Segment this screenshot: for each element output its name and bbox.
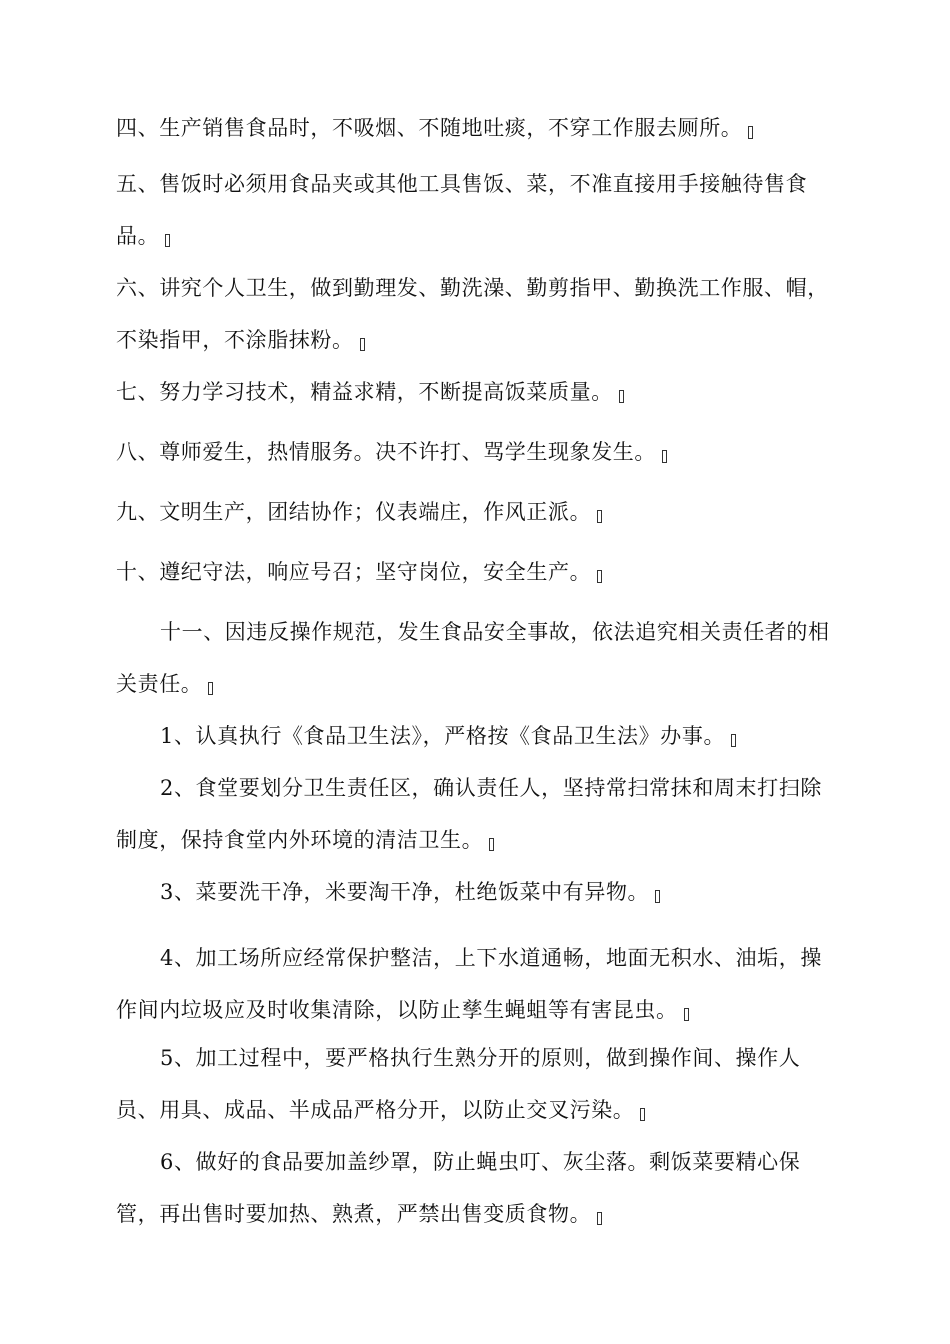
paragraph-mark-icon bbox=[489, 838, 494, 851]
paragraph-mark-icon bbox=[208, 682, 213, 695]
paragraph-rule-11 bbox=[116, 606, 838, 710]
paragraph-text: 6、做好的食品要加盖纱罩，防止蝇虫叮、灰尘落。剩饭菜要精心保管，再出售时要加热、熟煮，严禁出售变质食物。 bbox=[116, 1150, 801, 1226]
paragraph-rule-7 bbox=[116, 366, 838, 418]
paragraph-item-2 bbox=[116, 762, 838, 866]
paragraph-mark-icon bbox=[684, 1008, 689, 1021]
paragraph-rule-4 bbox=[116, 102, 838, 154]
paragraph-text: 2、食堂要划分卫生责任区，确认责任人，坚持常扫常抹和周末打扫除制度，保持食堂内外环境的清洁卫生。 bbox=[116, 776, 822, 852]
paragraph-mark-icon bbox=[597, 1212, 602, 1225]
paragraph-item-4 bbox=[116, 932, 838, 1036]
paragraph-text: 九、文明生产，团结协作；仪表端庄，作风正派。 bbox=[116, 500, 592, 524]
paragraph-mark-icon bbox=[165, 234, 170, 247]
paragraph-item-6 bbox=[116, 1136, 838, 1240]
paragraph-text: 七、努力学习技术，精益求精，不断提高饭菜质量。 bbox=[116, 380, 613, 404]
paragraph-rule-5 bbox=[116, 158, 838, 262]
paragraph-item-1 bbox=[116, 710, 838, 762]
paragraph-mark-icon bbox=[597, 510, 602, 523]
paragraph-mark-icon bbox=[597, 570, 602, 583]
paragraph-text: 3、菜要洗干净，米要淘干净，杜绝饭菜中有异物。 bbox=[160, 880, 650, 904]
paragraph-mark-icon bbox=[748, 126, 753, 139]
paragraph-mark-icon bbox=[662, 450, 667, 463]
paragraph-text: 十一、因违反操作规范，发生食品安全事故，依法追究相关责任者的相关责任。 bbox=[116, 620, 830, 696]
paragraph-mark-icon bbox=[731, 734, 736, 747]
paragraph-text: 十、遵纪守法，响应号召；坚守岗位，安全生产。 bbox=[116, 560, 592, 584]
paragraph-mark-icon bbox=[640, 1108, 645, 1121]
paragraph-text: 四、生产销售食品时，不吸烟、不随地吐痰，不穿工作服去厕所。 bbox=[116, 116, 743, 140]
paragraph-item-3 bbox=[116, 866, 838, 918]
paragraph-rule-10 bbox=[116, 546, 838, 598]
paragraph-mark-icon bbox=[655, 890, 660, 903]
paragraph-rule-9 bbox=[116, 486, 838, 538]
paragraph-item-5 bbox=[116, 1032, 838, 1136]
paragraph-rule-6 bbox=[116, 262, 838, 366]
paragraph-text: 八、尊师爱生，热情服务。决不许打、骂学生现象发生。 bbox=[116, 440, 656, 464]
paragraph-text: 4、加工场所应经常保护整洁，上下水道通畅，地面无积水、油垢，操作间内垃圾应及时收集清除，以防止孳生蝇蛆等有害昆虫。 bbox=[116, 946, 822, 1022]
paragraph-mark-icon bbox=[360, 338, 365, 351]
paragraph-mark-icon bbox=[619, 390, 624, 403]
paragraph-rule-8 bbox=[116, 426, 838, 478]
paragraph-text: 5、加工过程中，要严格执行生熟分开的原则，做到操作间、操作人员、用具、成品、半成品严格分开，以防止交叉污染。 bbox=[116, 1046, 801, 1122]
paragraph-text: 六、讲究个人卫生，做到勤理发、勤洗澡、勤剪指甲、勤换洗工作服、帽，不染指甲，不涂脂抹粉。 bbox=[116, 276, 829, 352]
paragraph-text: 五、售饭时必须用食品夹或其他工具售饭、菜，不准直接用手接触待售食品。 bbox=[116, 172, 808, 248]
paragraph-text: 1、认真执行《食品卫生法》，严格按《食品卫生法》办事。 bbox=[160, 724, 726, 748]
